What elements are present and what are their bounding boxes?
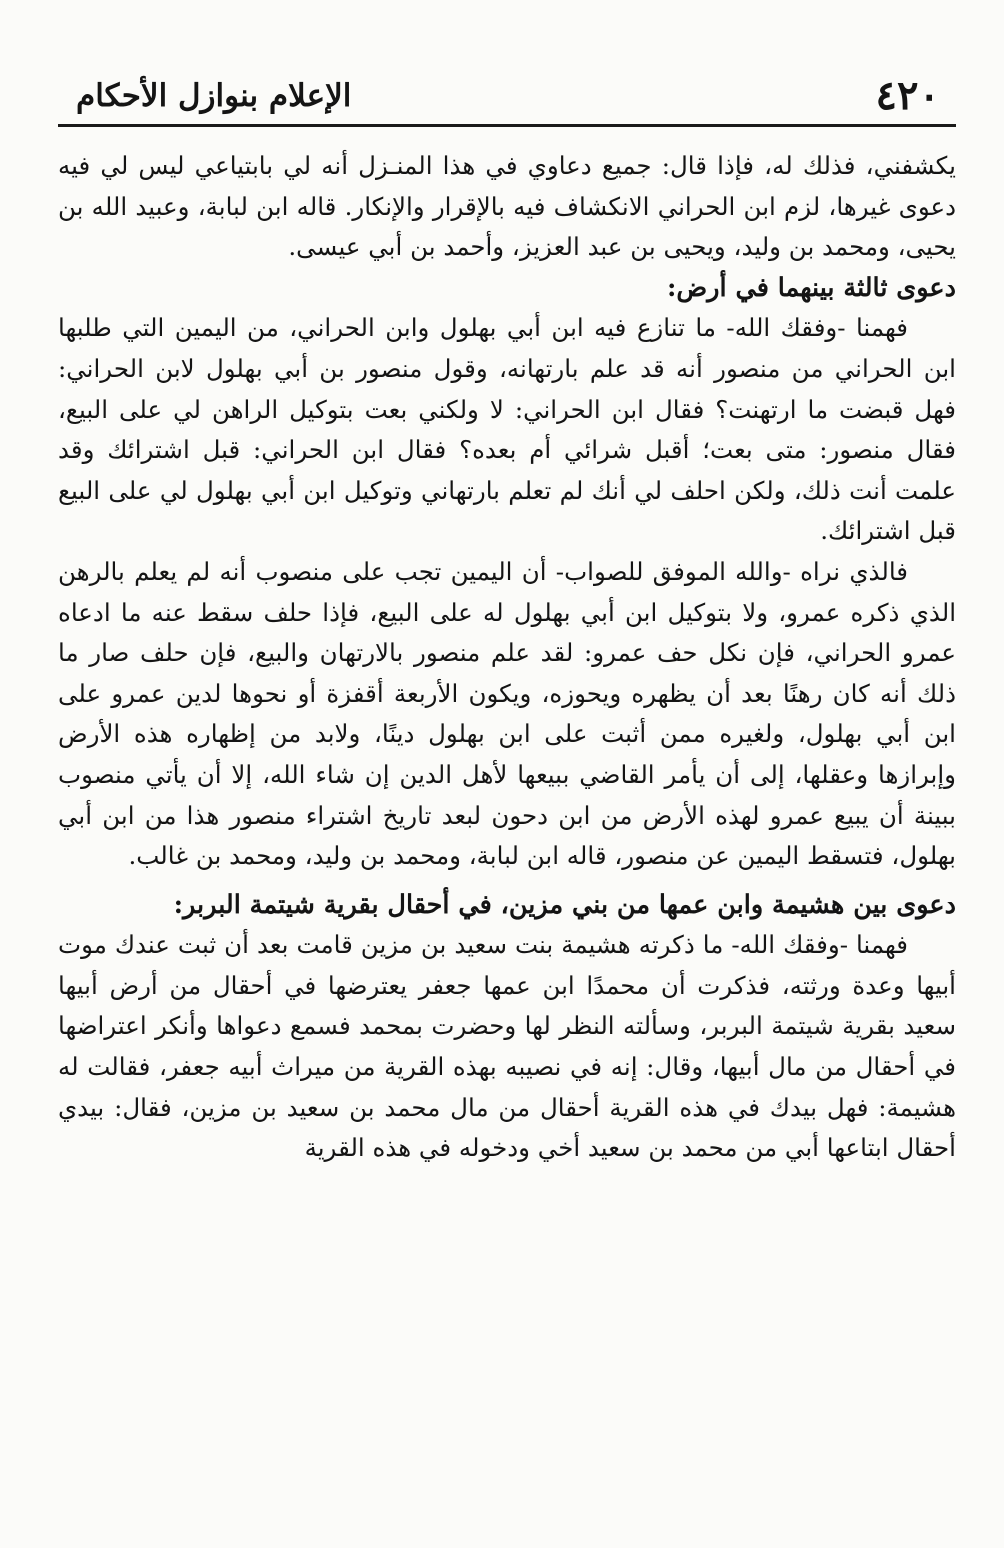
- page-number: ٤٢٠: [875, 72, 940, 119]
- paragraph-ruling: فالذي نراه -والله الموفق للصواب- أن اليمين تجب على منصوب أنه لم يعلم بالرهن الذي ذكره عمرو، ولا بتوكيل ابن أبي بهلول له على البيع، فإذا حلف سقط عنه ما ادعاه عمرو الحراني، فإن نكل حف عمرو: لقد علم منصور بالارتهان والبيع، فإن حلف صار ما ذلك أنه كان رهنًا بعد أن يظهره ويحوزه، ويكون الأربعة أقفزة أو نحوها لدين عمرو على ابن أبي بهلول، ولغيره ممن أثبت على ابن بهلول دينًا، ولابد من إظهاره هذه الأرض وإبرازها وعقلها، إلى أن يأمر القاضي ببيعها لأهل الدين إن شاء الله، إلا أن يأتي منصوب ببينة أن يبيع عمرو لهذه الأرض من ابن دحون لبعد تاريخ اشتراء منصور هذا من ابن أبي بهلول، فتسقط اليمين عن منصور، قاله ابن لبابة، ومحمد بن وليد، ومحمد بن غالب.: [58, 556, 956, 871]
- paragraph-claim-statement: فهمنا -وفقك الله- ما تنازع فيه ابن أبي بهلول وابن الحراني، من اليمين التي طلبها ابن الحراني من منصور أنه قد علم بارتهانه، وقول منصور بن أبي بهلول لابن الحراني: فهل قبضت ما ارتهنت؟ فقال ابن الحراني: لا ولكني بعت بتوكيل الراهن لي على البيع، فقال منصور: متى بعت؛ أقبل شرائي أم بعده؟ فقال ابن الحراني: قبل اشترائك وقد علمت أنت ذلك، ولكن احلف لي أنك لم تعلم بارتهاني وتوكيل ابن أبي بهلول لي على البيع قبل اشترائك.: [58, 313, 956, 546]
- book-title: الإعلام بنوازل الأحكام: [76, 78, 352, 114]
- body-text: [58, 146, 956, 1169]
- header-rule: [58, 124, 956, 127]
- section-heading-third-claim: دعوى ثالثة بينهما في أرض:: [666, 272, 956, 303]
- paragraph-continuation: يكشفني، فذلك له، فإذا قال: جميع دعاوي في هذا المنـزل أنه لي بابتياعي ليس لي فيه دعوى غيرها، لزم ابن الحراني الانكشاف فيه بالإقرار والإنكار. قاله ابن لبابة، وعبيد الله بن يحيى، ومحمد بن وليد، ويحيى بن عبد العزيز، وأحمد بن أبي عيسى.: [58, 151, 956, 262]
- section-heading-hashima-claim: دعوى بين هشيمة وابن عمها من بني مزين، في أحقال بقرية شيتمة البربر:: [173, 889, 956, 920]
- running-header: [70, 62, 950, 124]
- paragraph-hashima-case: فهمنا -وفقك الله- ما ذكرته هشيمة بنت سعيد بن مزين قامت بعد أن ثبت عندك موت أبيها وعدة ورثته، فذكرت أن محمدًا ابن عمها جعفر يعترضها في أحقال من أرض أبيها سعيد بقرية شيتمة البربر، وسألته النظر لها وحضرت بمحمد فسمع دعواها وأنكر اعتراضها في أحقال من مال أبيها، وقال: إنه في نصيبه بهذه القرية من ميراث أبيه جعفر، فقالت له هشيمة: فهل بيدك في هذه القرية أحقال من مال محمد بن سعيد بن مزين، فقال: بيدي أحقال ابتاعها أبي من محمد بن سعيد أخي ودخوله في هذه القرية: [58, 930, 956, 1163]
